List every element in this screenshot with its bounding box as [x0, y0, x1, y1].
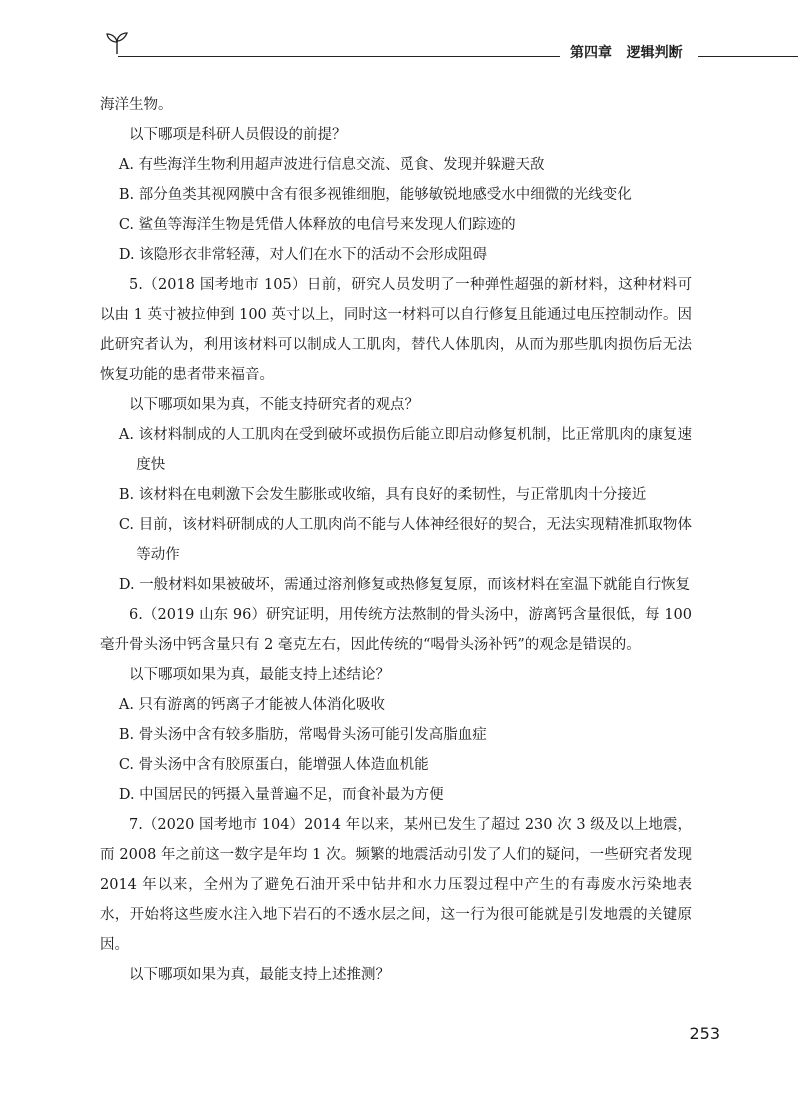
question-paragraph: 5.（2018 国考地市 105）日前，研究人员发明了一种弹性超强的新材料，这种材料可以由 1 英寸被拉伸到 100 英寸以上，同时这一材料可以自行修复且能通过电压控制动作。因此研究者认为，利用该材料可以制成人工肌肉，替代人体肌肉，从而为那些肌肉损伤后无法恢复功能的患者带来福音。 [100, 277, 692, 383]
section-label: 逻辑判断 [626, 45, 683, 61]
chapter-title [570, 42, 683, 62]
question-stem: 以下哪项如果为真，不能支持研究者的观点？ [129, 397, 419, 413]
answer-option: D. 一般材料如果被破坏，需通过溶剂修复或热修复复原，而该材料在室温下就能自行恢复 [118, 577, 691, 593]
answer-option: B. 骨头汤中含有较多脂肪，常喝骨头汤可能引发高脂血症 [118, 727, 487, 743]
answer-option: A. 有些海洋生物利用超声波进行信息交流、觅食、发现并躲避天敌 [118, 157, 545, 173]
question-paragraph: 7.（2020 国考地市 104）2014 年以来，某州已发生了超过 230 次 3 级及以上地震，而 2008 年之前这一数字是年均 1 次。频繁的地震活动引发了人们的疑问，一些研究者发现 2014 年以来，全州为了避免石油开采中钻井和水力压裂过程中产生的有毒废水污染地表水，开始将这些废水注入地下岩石的不透水层之间，这一行为很可能就是引发地震的关键原因。 [100, 817, 692, 953]
running-header [100, 30, 700, 66]
answer-option: C. 目前，该材料研制成的人工肌肉尚不能与人体神经很好的契合，无法实现精准抓取物体等动作 [118, 517, 692, 563]
continued-text: 海洋生物。 [100, 97, 173, 113]
answer-option: B. 部分鱼类其视网膜中含有很多视锥细胞，能够敏锐地感受水中细微的光线变化 [118, 187, 632, 203]
answer-option: A. 该材料制成的人工肌肉在受到破坏或损伤后能立即启动修复机制，比正常肌肉的康复速度快 [118, 427, 692, 473]
answer-option: A. 只有游离的钙离子才能被人体消化吸收 [118, 697, 386, 713]
header-rule-right [698, 56, 798, 57]
question-stem: 以下哪项如果为真，最能支持上述结论？ [129, 667, 390, 683]
chapter-label: 第四章 [570, 45, 612, 61]
answer-option: D. 该隐形衣非常轻薄，对人们在水下的活动不会形成阻碍 [118, 247, 488, 263]
question-stem: 以下哪项如果为真，最能支持上述推测？ [129, 967, 390, 983]
answer-option: C. 鲨鱼等海洋生物是凭借人体释放的电信号来发现人们踪迹的 [118, 217, 516, 233]
sprout-icon [102, 30, 132, 56]
page-body [100, 90, 692, 990]
answer-option: B. 该材料在电刺激下会发生膨胀或收缩，具有良好的柔韧性，与正常肌肉十分接近 [118, 487, 647, 503]
question-stem: 以下哪项是科研人员假设的前提？ [129, 127, 347, 143]
page-number: 253 [689, 1024, 720, 1043]
question-paragraph: 6.（2019 山东 96）研究证明，用传统方法熬制的骨头汤中，游离钙含量很低，每 100 毫升骨头汤中钙含量只有 2 毫克左右，因此传统的“喝骨头汤补钙”的观念是错误的。 [100, 607, 692, 653]
answer-option: C. 骨头汤中含有胶原蛋白，能增强人体造血机能 [118, 757, 429, 773]
header-rule-left [118, 56, 560, 57]
answer-option: D. 中国居民的钙摄入量普遍不足，而食补最为方便 [118, 787, 444, 803]
